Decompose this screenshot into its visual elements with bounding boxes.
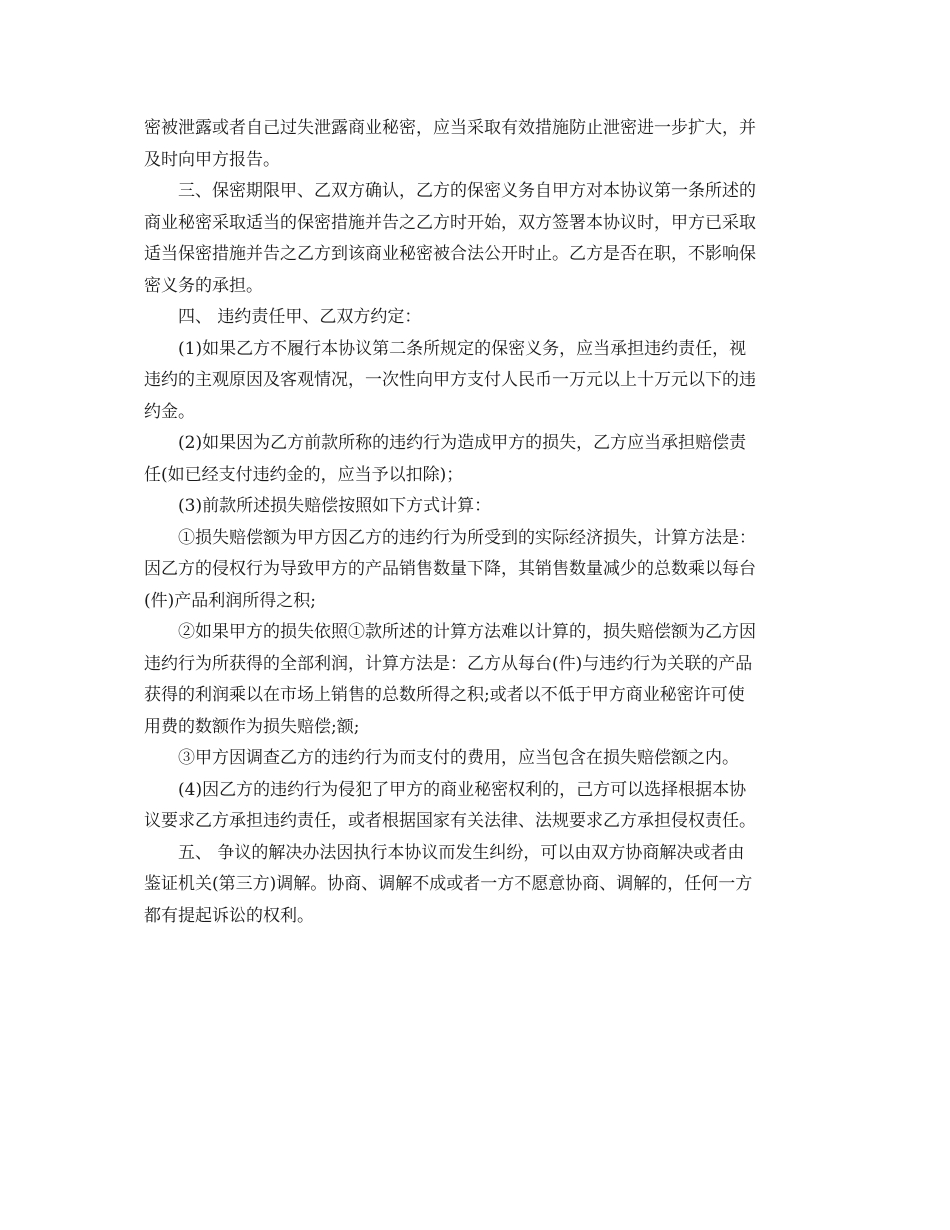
paragraph — [144, 523, 812, 618]
text-line: (件)产品利润所得之积; — [144, 590, 316, 611]
paragraph — [144, 176, 812, 302]
paragraph — [144, 302, 812, 334]
text-line: 四、 违约责任甲、乙双方约定： — [178, 307, 422, 327]
text-line: 获得的利润乘以在市场上销售的总数所得之积;或者以不低于甲方商业秘密许可使 — [144, 685, 745, 705]
paragraph — [144, 775, 812, 838]
text-line: (4)因乙方的违约行为侵犯了甲方的商业秘密权利的，己方可以选择根据本协 — [178, 779, 747, 800]
paragraph — [144, 334, 812, 429]
paragraph — [144, 617, 812, 743]
text-line: 三、保密期限甲、乙双方确认，乙方的保密义务自甲方对本协议第一条所述的 — [178, 181, 756, 201]
text-line: 因乙方的侵权行为导致甲方的产品销售数量下降，其销售数量减少的总数乘以每台 — [144, 559, 756, 579]
text-line: 及时向甲方报告。 — [144, 149, 280, 170]
paragraph — [144, 491, 812, 523]
text-line: ③甲方因调查乙方的违约行为而支付的费用，应当包含在损失赔偿额之内。 — [178, 748, 739, 768]
text-line: 适当保密措施并告之乙方到该商业秘密被合法公开时止。乙方是否在职，不影响保 — [144, 244, 756, 264]
text-line: 密被泄露或者自己过失泄露商业秘密，应当采取有效措施防止泄密进一步扩大，并 — [144, 118, 756, 138]
paragraph — [144, 838, 812, 933]
text-line: 都有提起诉讼的权利。 — [144, 905, 314, 926]
text-line: ①损失赔偿额为甲方因乙方的违约行为所受到的实际经济损失，计算方法是： — [178, 527, 756, 548]
text-line: 用费的数额作为损失赔偿;额; — [144, 716, 360, 737]
text-line: (1)如果乙方不履行本协议第二条所规定的保密义务，应当承担违约责任，视 — [178, 338, 747, 359]
text-line: 约金。 — [144, 401, 195, 422]
text-line: 违约的主观原因及客观情况，一次性向甲方支付人民币一万元以上十万元以下的违 — [144, 370, 756, 390]
text-line: 违约行为所获得的全部利润，计算方法是：乙方从每台(件)与违约行为关联的产品 — [144, 653, 753, 674]
paragraph — [144, 113, 812, 176]
text-line: 鉴证机关(第三方)调解。协商、调解不成或者一方不愿意协商、调解的，任何一方 — [144, 874, 753, 894]
text-line: 商业秘密采取适当的保密措施并告之乙方时开始，双方签署本协议时，甲方已采取 — [144, 212, 756, 233]
text-line: 任(如已经支付违约金的，应当予以扣除)； — [144, 464, 464, 485]
text-line: 五、 争议的解决办法因执行本协议而发生纠纷，可以由双方协商解决或者由 — [178, 842, 745, 863]
text-line: (2)如果因为乙方前款所称的违约行为造成甲方的损失，乙方应当承担赔偿责 — [178, 433, 747, 453]
text-line: ②如果甲方的损失依照①款所述的计算方法难以计算的，损失赔偿额为乙方因 — [178, 622, 756, 642]
document-body — [144, 113, 812, 932]
paragraph — [144, 428, 812, 491]
text-line: (3)前款所述损失赔偿按照如下方式计算： — [178, 496, 492, 516]
paragraph — [144, 743, 812, 775]
text-line: 议要求乙方承担违约责任，或者根据国家有关法律、法规要求乙方承担侵权责任。 — [144, 811, 756, 831]
text-line: 密义务的承担。 — [144, 275, 263, 296]
